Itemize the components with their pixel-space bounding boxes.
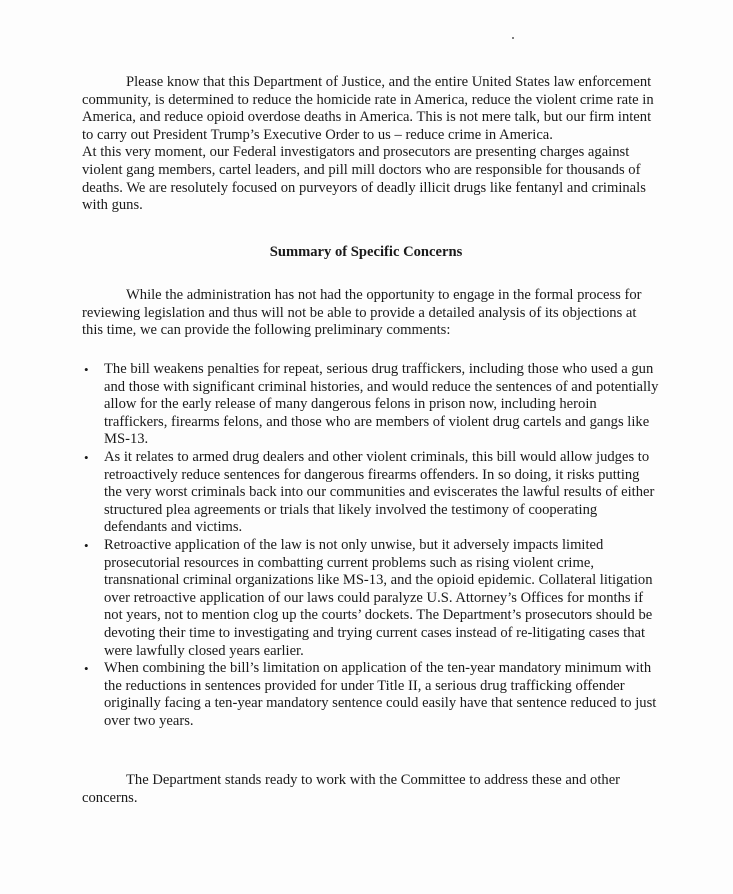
intro-paragraph-part-b: At this very moment, our Federal investigators and prosecutors are presenting charges against violent gang members, cartel leaders, and pill mill doctors who are responsible for thousands of deaths. We are resolutely focused on purveyors of deadly illicit drugs like fentanyl and criminals with guns. (82, 144, 646, 214)
preliminary-paragraph: While the administration has not had the opportunity to engage in the formal process for reviewing legislation and thus will not be able to provide a detailed analysis of its objections at this time, we can provide the following preliminary comments: (82, 287, 642, 339)
concern-text-4: When combining the bill’s limitation on application of the ten-year mandatory minimum with the reductions in sentences provided for under Title II, a serious drug trafficking offender originally facing a ten-year mandatory sentence could easily have that sentence reduced to just over two years. (104, 660, 657, 729)
concern-item-4 (82, 660, 660, 730)
bullet-icon: • (84, 661, 89, 677)
concern-item-3 (82, 537, 660, 660)
section-heading: Summary of Specific Concerns (269, 244, 463, 260)
bullet-icon: • (84, 537, 89, 553)
closing-paragraph: The Department stands ready to work with the Committee to address these and other concerns. (82, 772, 621, 806)
concern-text-2: As it relates to armed drug dealers and other violent criminals, this bill would allow judges to retroactively reduce sentences for dangerous firearms offenders. In so doing, it risks putting the very worst criminals back into our communities and eviscerates the lawful results of either structured plea agreements or trials that likely involved the testimony of cooperating defendants and victims. (104, 448, 655, 536)
concern-item-1 (82, 361, 660, 449)
scan-speck (512, 37, 514, 39)
intro-paragraph-part-a: Please know that this Department of Justice, and the entire United States law enforcement community, is determined to reduce the homicide rate in America, reduce the violent crime rate in America, and reduce opioid overdose deaths in America. This is not mere talk, but our firm intent to carry out President Trump’s Executive Order to us – reduce crime in America. (82, 74, 654, 143)
intro-paragraph (82, 74, 660, 215)
concern-list (82, 361, 660, 730)
bullet-icon: • (84, 449, 89, 465)
concern-item-2 (82, 449, 660, 537)
concern-text-1: The bill weakens penalties for repeat, serious drug traffickers, including those who used a gun and those with significant criminal histories, and would reduce the sentences of and potentially allow for the early release of many dangerous felons in prison now, including heroin traffickers, firearms felons, and those who are members of violent drug cartels and gangs like MS-13. (104, 361, 659, 448)
concern-text-3: Retroactive application of the law is not only unwise, but it adversely impacts limited prosecutorial resources in combatting current problems such as rising violent crime, transnational criminal organizations like MS-13, and the opioid epidemic. Collateral litigation over retroactive application of our laws could paralyze U.S. Attorney’s Offices for months if not years, not to mention clog up the courts’ dockets. The Department’s prosecutors should be devoting their time to investigating and trying current cases instead of re-litigating cases that were lawfully closed years earlier. (104, 536, 653, 659)
bullet-icon: • (84, 362, 89, 377)
